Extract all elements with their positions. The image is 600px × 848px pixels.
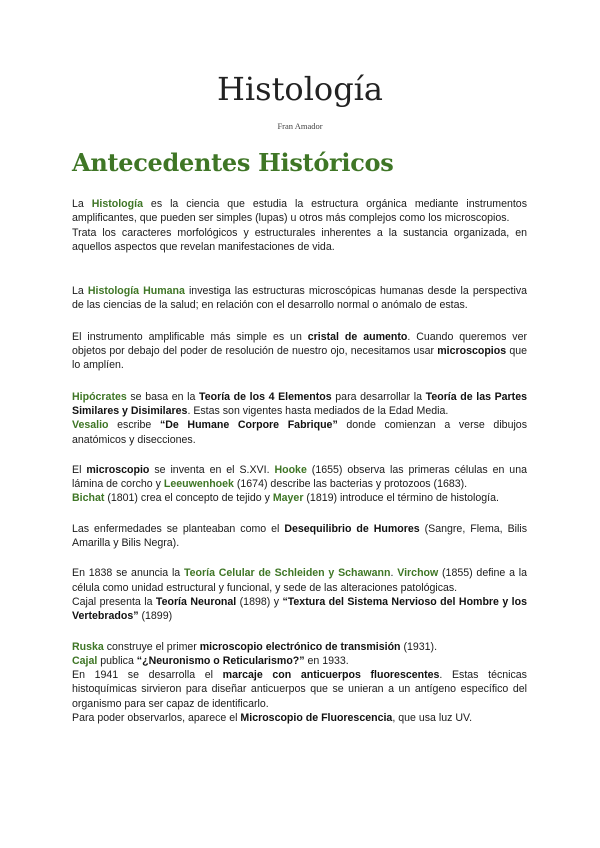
paragraph-histologia-humana [72, 284, 527, 313]
text: (1674) describe las bacterias y protozoos (1683). [233, 478, 468, 491]
paragraph-instrumento [72, 330, 527, 373]
paragraph-histologia [72, 197, 527, 226]
term-marcaje: marcaje con anticuerpos fluorescentes [222, 669, 440, 682]
text: (1899) [138, 610, 173, 623]
text: Para poder observarlos, aparece el [72, 712, 241, 725]
name-hooke: Hooke [274, 463, 307, 476]
text: se inventa en el S.XVI. [149, 463, 275, 476]
paragraph-bichat [72, 491, 527, 505]
text: escribe [108, 419, 160, 432]
term-4-elementos: Teoría de los 4 Elementos [199, 390, 332, 403]
text: construye el primer [103, 640, 200, 653]
text: En 1838 se anuncia la [72, 567, 184, 580]
text: . Estas son vigentes hasta mediados de la Edad Media. [187, 404, 449, 417]
text: (1801) crea el concepto de tejido y [104, 492, 273, 505]
text: La [72, 198, 92, 210]
text: que lo amplíen. [72, 345, 527, 372]
text: Cajal presenta la [72, 595, 156, 608]
name-ruska: Ruska [72, 640, 104, 653]
term-histologia-humana: Histología Humana [87, 285, 185, 298]
text: El instrumento amplificable más simple es un [72, 330, 308, 343]
term-microscopio: microscopio [86, 463, 150, 476]
term-teoria-celular: Teoría Celular de Schleiden y Schawann [183, 567, 391, 580]
name-hipocrates: Hipócrates [72, 390, 127, 403]
paragraph-teoria-celular [72, 566, 527, 595]
paragraph-fluorescencia [72, 711, 527, 725]
term-humores: Desequilibrio de Humores [284, 522, 420, 535]
term-histologia: Histología [91, 198, 143, 210]
term-partes: Teoría de las Partes Similares y Disimilares [72, 390, 527, 417]
name-vesalio: Vesalio [72, 419, 109, 432]
text: para desarrollar la [331, 390, 426, 403]
text: (1819) introduce el término de histología. [303, 492, 499, 505]
section-heading: Antecedentes Históricos [72, 148, 394, 177]
name-cajal: Cajal [72, 654, 98, 667]
paragraph-humores [72, 522, 527, 551]
name-virchow: Virchow [397, 567, 439, 580]
document-author: Fran Amador [277, 121, 323, 131]
text: . Estas técnicas histoquímicas sirvieron para diseñar anticuerpos que se unieran a un antígeno específico del organismo para ser capaz de identificarlo. [72, 669, 527, 710]
paragraph-cajal-publica [72, 654, 527, 668]
text: (1931). [400, 640, 438, 653]
document-title: Histología [217, 70, 383, 108]
paragraph-caracteres [72, 226, 527, 255]
text: La [72, 285, 88, 298]
text: (1655) observa las primeras células en una lámina de corcho y [72, 463, 527, 491]
text: investiga las estructuras microscópicas humanas desde la perspectiva de las ciencias de la salud; en relación con el desarrollo normal o anómalo de estas. [72, 285, 528, 312]
paragraph-cajal-neuronal [72, 595, 527, 624]
term-microscopios: microscopios [437, 345, 507, 358]
text: se basa en la [126, 390, 200, 403]
paragraph-microscopio [72, 463, 527, 492]
text: (1898) y [236, 595, 283, 608]
text: , que usa luz UV. [392, 712, 473, 725]
term-microscopio-electronico: microscopio electrónico de transmisión [199, 640, 401, 653]
text: publica [97, 654, 137, 667]
term-textura: “Textura del Sistema Nervioso del Hombre y los Vertebrados” [72, 595, 527, 623]
term-teoria-neuronal: Teoría Neuronal [155, 595, 237, 608]
paragraph-ruska [72, 640, 527, 654]
term-microscopio-fluorescencia: Microscopio de Fluorescencia [240, 712, 393, 725]
term-neuronismo: “¿Neuronismo o Reticularismo?” [136, 654, 305, 667]
name-mayer: Mayer [272, 492, 304, 505]
name-bichat: Bichat [72, 492, 105, 505]
text: . Cuando queremos ver objetos por debajo del poder de resolución de nuestro ojo, necesitamos usar [72, 330, 528, 358]
text: El [72, 463, 87, 476]
text: (Sangre, Flema, Bilis Amarilla y Bilis Negra). [72, 522, 527, 550]
text: donde comienzan a verse dibujos anatómicos y disecciones. [72, 419, 528, 446]
text: Las enfermedades se planteaban como el [72, 522, 285, 535]
paragraph-1941 [72, 668, 527, 711]
paragraph-vesalio [72, 418, 527, 447]
name-leeuwenhoek: Leeuwenhoek [163, 478, 234, 491]
term-cristal: cristal de aumento [307, 330, 408, 343]
text: es la ciencia que estudia la estructura orgánica mediante instrumentos amplificantes, que pueden ser simples (lupas) u otros más complejos como los microscopios. [72, 198, 528, 225]
term-fabrique: “De Humane Corpore Fabrique” [159, 419, 338, 432]
document-body [72, 197, 527, 725]
text: . [390, 567, 398, 580]
text: en 1933. [304, 654, 349, 667]
text: (1855) define a la célula como unidad estructural y funcional, y sede de las alteraciones patológicas. [72, 567, 527, 594]
text: Trata los caracteres morfológicos y estructurales inherentes a la sustancia organizada, en aquellos aspectos que revelan manifestaciones de vida. [72, 226, 527, 253]
text: En 1941 se desarrolla el [72, 669, 223, 682]
paragraph-hipocrates [72, 390, 527, 419]
